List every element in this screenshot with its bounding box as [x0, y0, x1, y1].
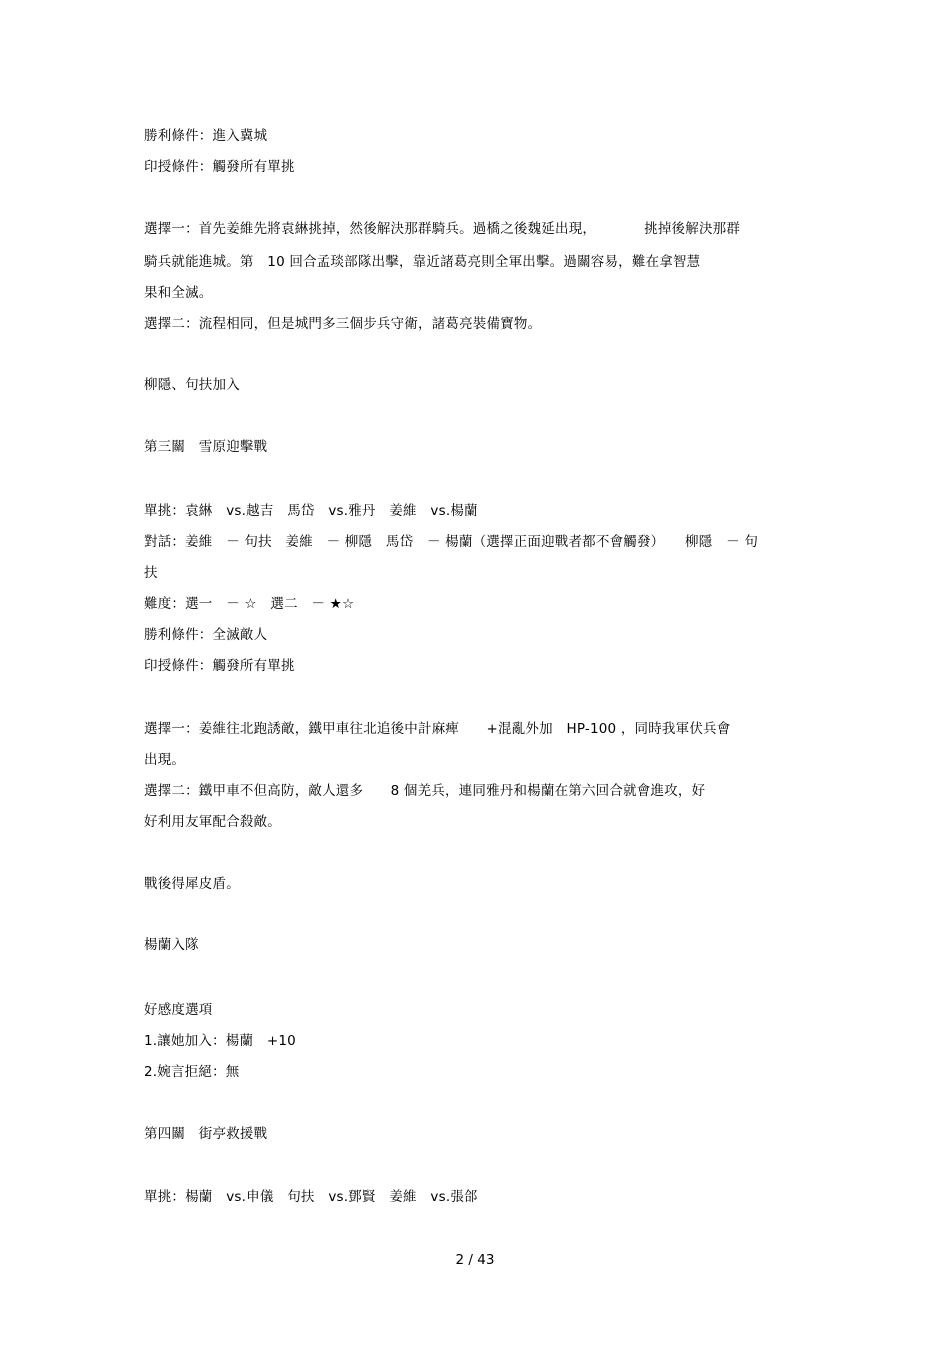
stage3-heading: 第三關 雪原迎擊戰 [144, 439, 268, 455]
choice1-stage3-line1: 選擇一：姜維往北跑誘敵，鐵甲車往北追後中計麻痺 +混亂外加 HP-100 ，同時我軍伏兵會 [144, 721, 731, 737]
choice1-stage2-line2: 騎兵就能進城。第 10 回合孟琰部隊出擊，靠近諸葛亮則全軍出擊。過關容易，難在拿智慧 [144, 254, 701, 270]
victory-condition-stage3: 勝利條件：全滅敵人 [144, 627, 268, 643]
choice1-stage2-line1: 選擇一：首先姜維先將袁綝挑掉，然後解決那群騎兵。過橋之後魏延出現， 挑掉後解決那群 [144, 221, 741, 237]
affinity-option-1: 1.讓她加入：楊蘭 +10 [144, 1033, 296, 1049]
victory-condition-stage2: 勝利條件：進入冀城 [144, 128, 268, 144]
choice2-stage2: 選擇二：流程相同，但是城門多三個步兵守衛，諸葛亮裝備寶物。 [144, 316, 542, 332]
reward-stage3: 戰後得犀皮盾。 [144, 876, 240, 892]
page-number: 2 / 43 [455, 1252, 495, 1268]
seal-condition-stage2: 印授條件：觸發所有單挑 [144, 159, 295, 175]
dialogue-stage3-line1: 對話：姜維 － 句扶 姜維 － 柳隱 馬岱 － 楊蘭（選擇正面迎戰者都不會觸發） 柳隱 － 句 [144, 534, 759, 550]
affinity-option-2: 2.婉言拒絕：無 [144, 1064, 240, 1080]
choice2-stage3-line2: 好利用友軍配合殺敵。 [144, 814, 281, 830]
choice1-stage3-line2: 出現。 [144, 752, 186, 768]
stage4-heading: 第四關 街亭救援戰 [144, 1126, 268, 1142]
join-note-stage2: 柳隱、句扶加入 [144, 377, 240, 393]
duels-stage4: 單挑：楊蘭 vs.申儀 句扶 vs.鄧賢 姜維 vs.張郃 [144, 1189, 478, 1205]
choice2-stage3-line1: 選擇二：鐵甲車不但高防，敵人還多 8 個羌兵，連同雅丹和楊蘭在第六回合就會進攻，好 [144, 783, 706, 799]
seal-condition-stage3: 印授條件：觸發所有單挑 [144, 658, 295, 674]
affinity-heading: 好感度選項 [144, 1002, 213, 1018]
choice1-stage2-line3: 果和全滅。 [144, 285, 213, 301]
difficulty-stage3: 難度：選一 － ☆ 選二 － ★☆ [144, 596, 355, 612]
duels-stage3: 單挑：袁綝 vs.越吉 馬岱 vs.雅丹 姜維 vs.楊蘭 [144, 503, 478, 519]
dialogue-stage3-line2: 扶 [144, 565, 158, 581]
join-note-stage3: 楊蘭入隊 [144, 937, 199, 953]
